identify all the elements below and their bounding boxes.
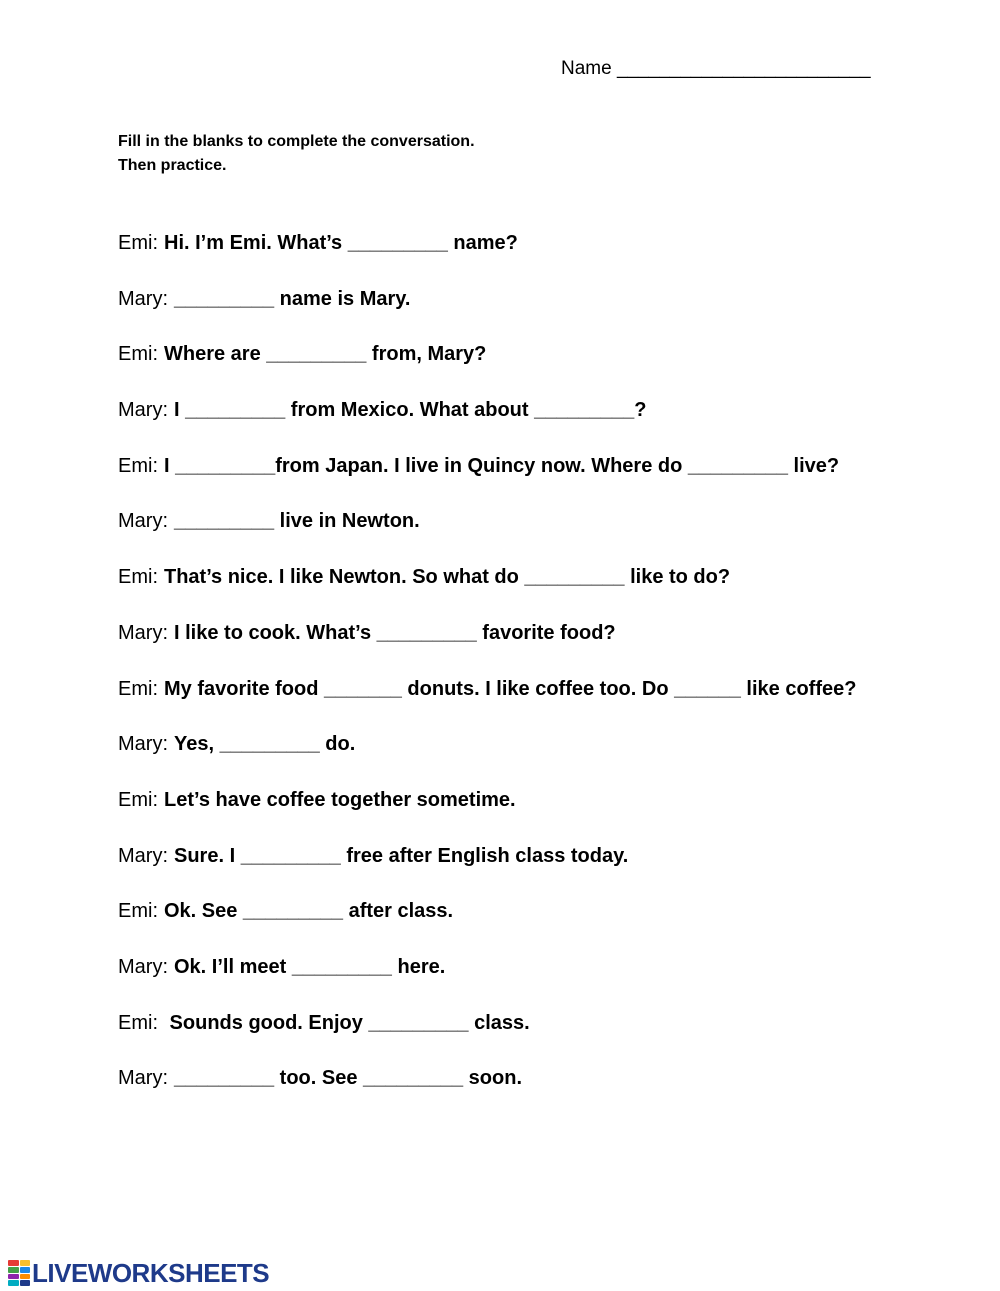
dialogue-text: That’s nice. I like Newton. So what do _________ like to do? — [164, 566, 731, 589]
dialogue-line — [118, 897, 988, 953]
dialogue-text: Ok. I’ll meet _________ here. — [174, 955, 446, 978]
dialogue-text: _________ too. See _________ soon. — [174, 1067, 523, 1090]
logo-block — [8, 1280, 19, 1286]
dialogue-text: _________ live in Newton. — [174, 510, 420, 533]
speaker-label: Emi: — [118, 454, 158, 477]
dialogue-line — [118, 563, 988, 619]
logo-block — [8, 1260, 19, 1266]
dialogue-text: Hi. I’m Emi. What’s _________ name? — [164, 232, 518, 254]
speaker-label: Emi: — [118, 677, 158, 700]
logo-block — [20, 1274, 31, 1280]
speaker-label: Mary: — [118, 733, 168, 756]
dialogue-text: Sounds good. Enjoy _________ class. — [164, 1011, 530, 1034]
dialogue-line — [118, 619, 988, 675]
dialogue-line — [118, 507, 988, 563]
dialogue-line — [118, 229, 988, 285]
speaker-label: Emi: — [118, 788, 158, 811]
speaker-label: Emi: — [118, 900, 158, 923]
dialogue-line — [118, 452, 988, 508]
speaker-label: Mary: — [118, 621, 168, 644]
dialogue-line — [118, 1009, 988, 1065]
speaker-label: Mary: — [118, 844, 168, 867]
dialogue-text: Ok. See _________ after class. — [164, 900, 454, 923]
logo-block — [20, 1267, 31, 1273]
name-field-line[interactable]: Name ________________________ — [561, 58, 871, 79]
liveworksheets-logo-icon — [8, 1260, 30, 1286]
dialogue-text: Where are _________ from, Mary? — [164, 343, 487, 366]
dialogue-line — [118, 285, 988, 341]
instructions — [118, 130, 475, 178]
dialogue-line — [118, 842, 988, 898]
liveworksheets-logo[interactable] — [8, 1258, 269, 1288]
dialogue-text: I _________from Japan. I live in Quincy now. Where do _________ live? — [164, 454, 840, 477]
dialogue-line — [118, 1064, 988, 1120]
speaker-label: Mary: — [118, 955, 168, 978]
logo-block — [20, 1280, 31, 1286]
speaker-label: Emi: — [118, 566, 158, 589]
dialogue-line — [118, 786, 988, 842]
speaker-label: Emi: — [118, 1011, 158, 1034]
speaker-label: Mary: — [118, 287, 168, 310]
dialogue-line — [118, 953, 988, 1009]
dialogue-text: Let’s have coffee together sometime. — [164, 788, 516, 811]
speaker-label: Emi: — [118, 343, 158, 366]
speaker-label: Mary: — [118, 399, 168, 422]
dialogue-line — [118, 730, 988, 786]
instruction-line-2: Then practice. — [118, 157, 227, 174]
speaker-label: Mary: — [118, 1067, 168, 1090]
speaker-label: Emi: — [118, 232, 158, 254]
dialogue-text: _________ name is Mary. — [174, 287, 411, 310]
dialogue-text: I _________ from Mexico. What about _________? — [174, 399, 647, 422]
liveworksheets-logo-text: LIVEWORKSHEETS — [32, 1257, 270, 1288]
dialogue-line — [118, 340, 988, 396]
logo-block — [20, 1260, 31, 1266]
instruction-line-1: Fill in the blanks to complete the conversation. — [118, 133, 475, 150]
dialogue-text: I like to cook. What’s _________ favorite food? — [174, 621, 616, 644]
dialogue-list — [118, 229, 988, 1120]
speaker-label: Mary: — [118, 510, 168, 533]
dialogue-text: Yes, _________ do. — [174, 733, 356, 756]
dialogue-text: Sure. I _________ free after English class today. — [174, 844, 629, 867]
dialogue-line — [118, 396, 988, 452]
logo-block — [8, 1267, 19, 1273]
dialogue-line — [118, 675, 988, 731]
logo-block — [8, 1274, 19, 1280]
dialogue-text: My favorite food _______ donuts. I like coffee too. Do ______ like coffee? — [164, 677, 857, 700]
